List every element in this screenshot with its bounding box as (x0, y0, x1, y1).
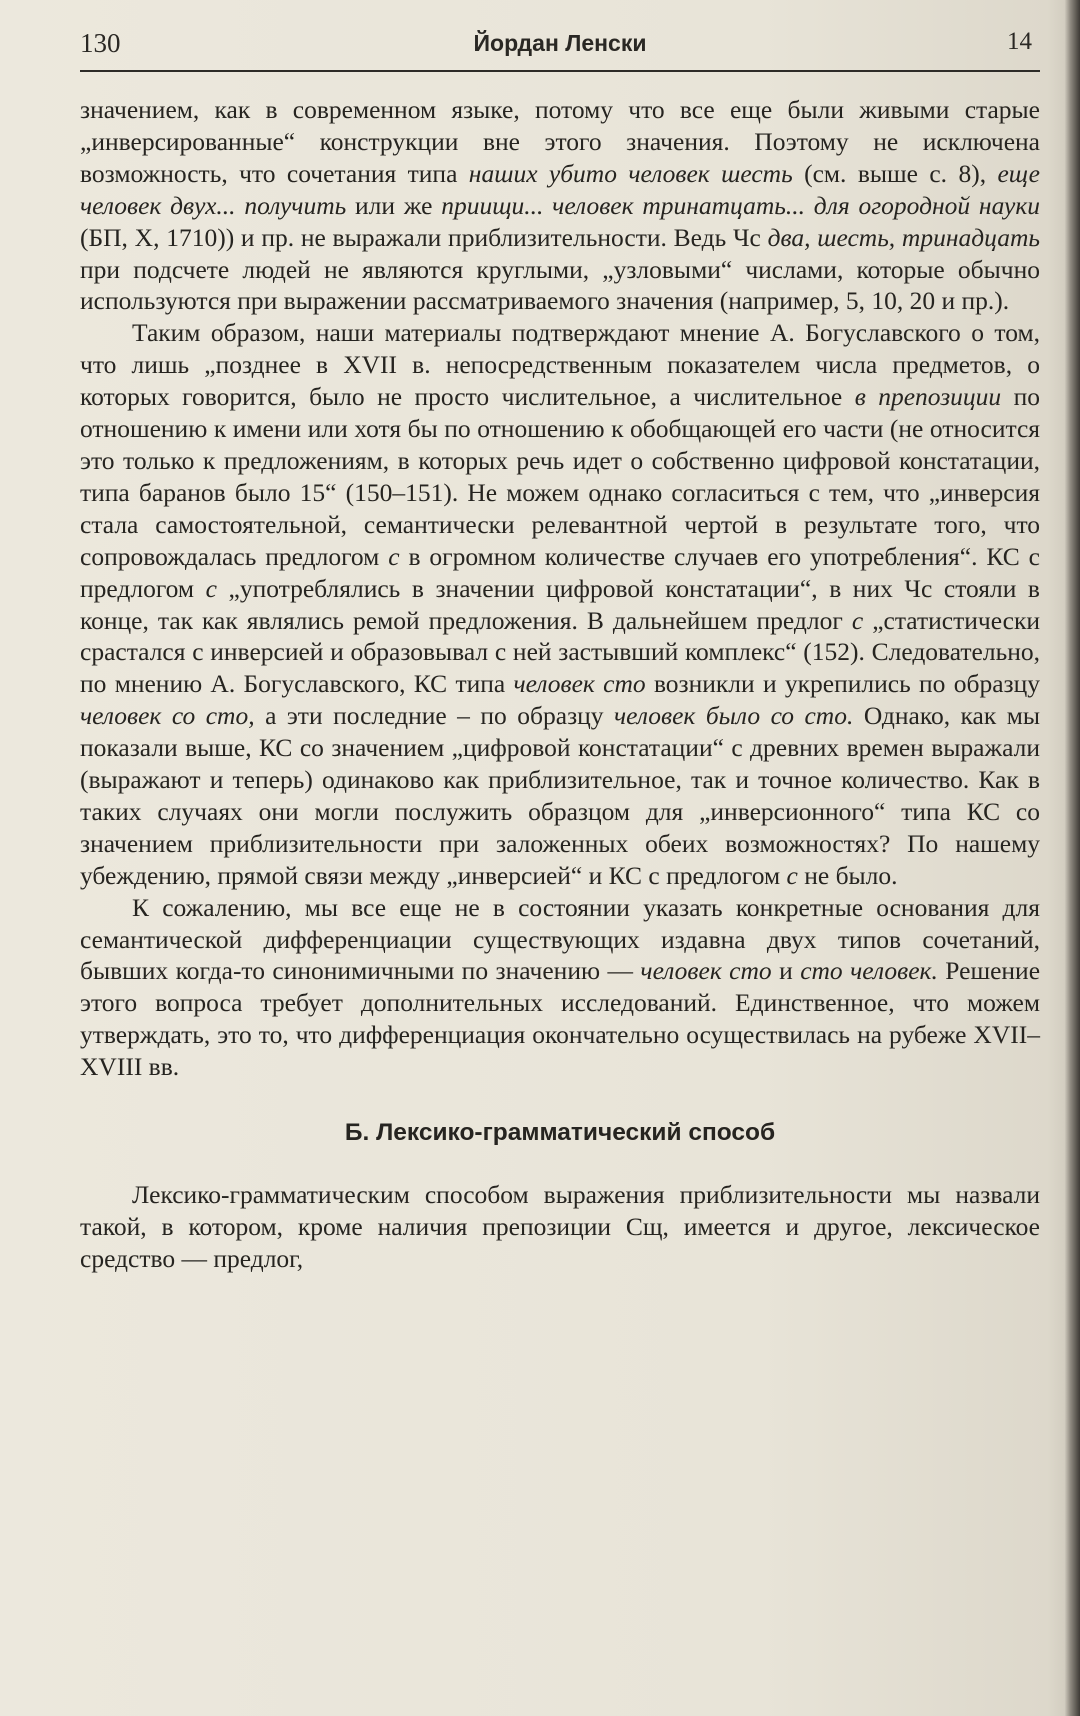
paragraph-2 (80, 317, 1040, 891)
text-run: и (771, 956, 801, 986)
paragraph-3 (80, 892, 1040, 1083)
running-title: Йордан Ленски (473, 30, 647, 56)
text-run: К сожалению, мы все еще не в состоянии указать конкретные основания для семантической дифференциации существующих издавна двух типов сочетаний, бывших когда-то синонимичными по значению — (80, 892, 1040, 986)
text-run: по отношению к имени или хотя бы по отношению к обобщающей его части (не относится это только к предложениям, в которых речь идет о собственно цифровой констатации, типа баранов было 15“ (150–151). Не можем однако согласиться с тем, что „инверсия стала самостоятельной, семантически релевантной чертой в результате того, что сопровождалась предлогом (80, 382, 1040, 571)
text-run: в огромном количестве случаев его употребления“. КС с предлогом (80, 541, 1041, 603)
header-rule (80, 70, 1040, 72)
italic-example: с (851, 605, 864, 635)
italic-example: с (786, 860, 798, 890)
page-number: 130 (80, 28, 121, 58)
italic-example: человек сто (640, 956, 772, 986)
text-run: Таким образом, наши материалы подтверждают мнение А. Богуславского о том, что лишь „позднее в XVII в. непосредственным показателем числа предметов, о которых говорится, было не просто числительное, а числительное (80, 318, 1040, 412)
text-run: (см. выше с. 8), (792, 158, 998, 188)
paragraph-4 (80, 1179, 1040, 1275)
text-run: или же (346, 190, 442, 220)
italic-example: сто человек. (800, 956, 938, 986)
body-text (80, 94, 1040, 1275)
text-run: Решение этого вопроса требует дополнительных исследований. Единственное, что можем утверждать, это то, что дифференциация окончательно осуществилась на рубеже XVII–XVIII вв. (80, 956, 1041, 1082)
text-run: значением, как в современном языке, потому что все еще были живыми старые „инверсированные“ конструкции вне этого значения. Поэтому не исключена возможность, что сочетания типа (80, 95, 1040, 188)
book-spine-shadow (1064, 0, 1080, 1716)
text-run: Лексико-грамматическим способом выражения приблизительности мы назвали такой, в котором, кроме наличия препозиции Сщ, имеется и другое, лексическое средство — предлог, (80, 1180, 1040, 1273)
text-run: (БП, X, 1710)) и пр. не выражали приблизительности. Ведь Чс (80, 222, 768, 252)
text-run: не было. (797, 860, 898, 890)
italic-example: с (205, 573, 217, 603)
italic-example: приищи... человек тринатцать... для огородной науки (441, 190, 1040, 220)
italic-example: наших убито человек шесть (468, 158, 793, 188)
text-run: Однако, как мы показали выше, КС со значением „цифровой констатации“ с древних времен выражали (выражают и теперь) одинаково как приблизительное, так и точное количество. Как в таких случаях они могли послужить образцом для „инверсионного“ типа КС со значением приблизительности при заложенных обеих возможностях? По нашему убеждению, прямой связи между „инверсией“ и КС с предлогом (80, 701, 1040, 890)
text-run: „статистически срастался с инверсией и образовывал с ней застывший комплекс“ (152). Следовательно, по мнению А. Богуславского, КС типа (80, 605, 1040, 699)
text-run: а эти последние – по образцу (254, 701, 615, 731)
italic-example: человек было со сто. (614, 701, 854, 731)
section-subheading: Б. Лексико-грамматический способ (344, 1119, 776, 1147)
italic-example: в препозиции (854, 382, 1002, 412)
italic-example: с (388, 541, 400, 571)
italic-example: еще человек двух... получить (80, 158, 1040, 220)
text-run: возникли и укрепились по образцу (645, 669, 1040, 699)
italic-example: человек сто (513, 669, 646, 699)
italic-example: два, шесть, тринадцать (767, 222, 1040, 252)
text-run: „употреблялись в значении цифровой констатации“, в них Чс стояли в конце, так как являлись ремой предложения. В дальнейшем предлог (80, 573, 1040, 635)
text-run: при подсчете людей не являются круглыми, „узловыми“ числами, которые обычно используются при выражении рассматриваемого значения (например, 5, 10, 20 и пр.). (80, 254, 1040, 316)
italic-example: человек со сто, (80, 701, 255, 731)
chapter-mark: 14 (1007, 28, 1032, 55)
running-header (80, 24, 1040, 68)
paragraph-1 (80, 94, 1040, 317)
